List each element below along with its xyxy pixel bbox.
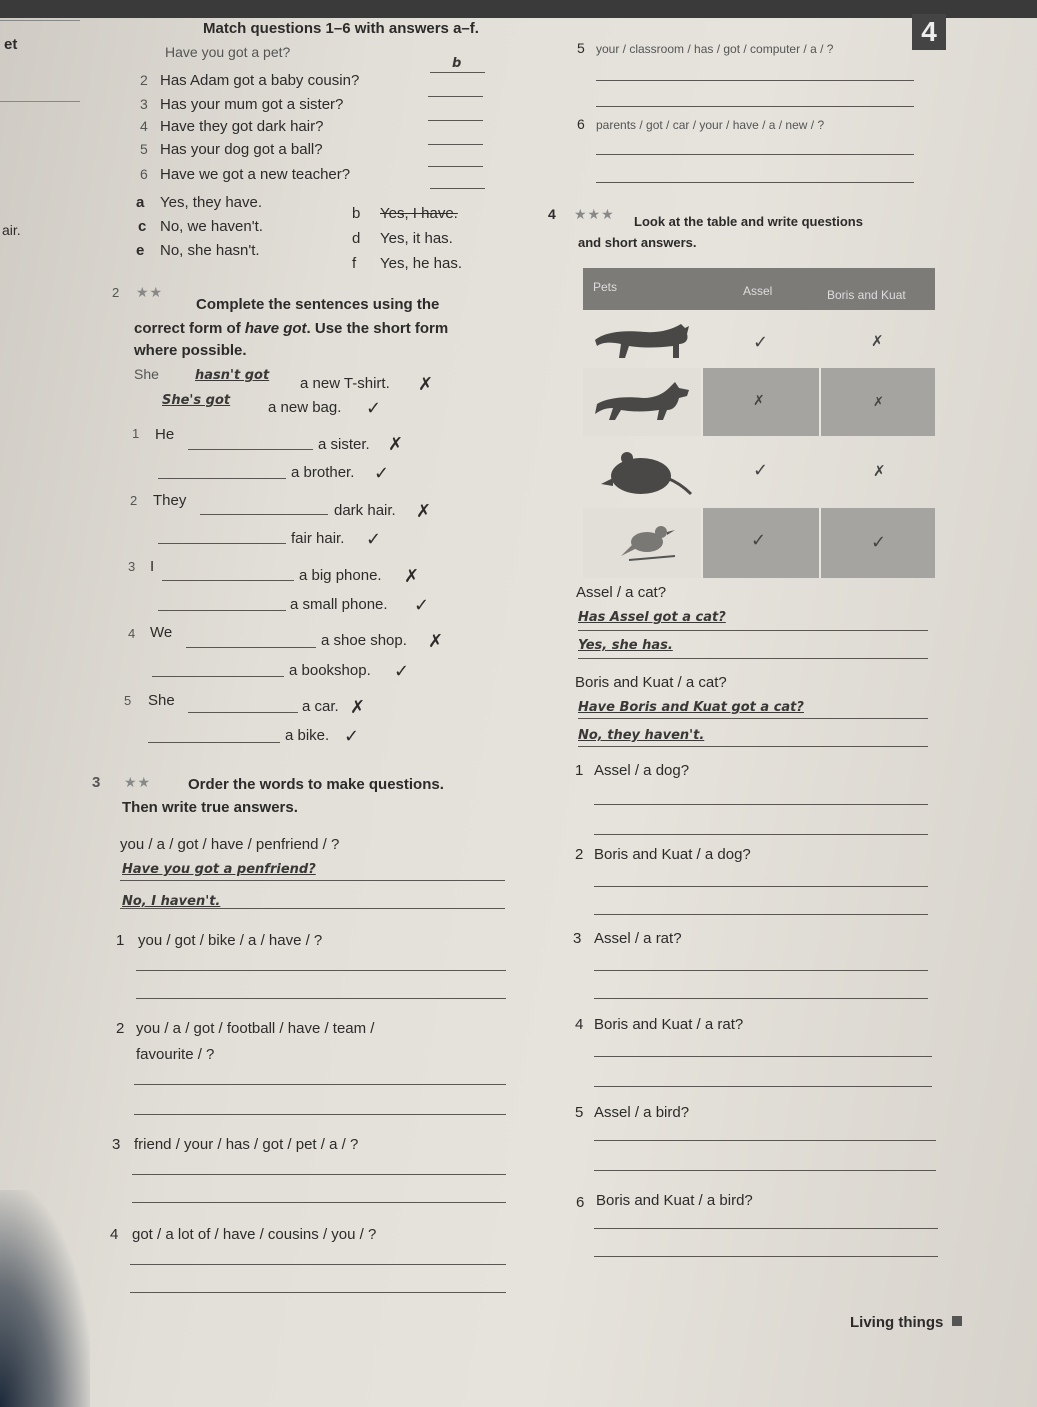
ex2-instruction-2a: correct form of <box>134 320 245 337</box>
cross-mark-icon: ✗ <box>404 566 420 586</box>
ex3-item-words-3: friend / your / has / got / pet / a / ? <box>134 1136 359 1153</box>
cross-mark-icon: ✗ <box>418 374 434 394</box>
check-mark-icon: ✓ <box>366 529 382 549</box>
ex3-item-num-1: 1 <box>116 932 125 949</box>
pets-table <box>583 268 935 578</box>
pets-table-row-bird <box>583 508 935 578</box>
ex4-item-prompt-2: Boris and Kuat / a dog? <box>594 846 751 863</box>
ex1-extra-5: your / classroom / has / got / computer / a / ? <box>596 42 834 56</box>
footer-square-icon <box>952 1316 962 1326</box>
ex2-item-num-2: 2 <box>130 493 138 508</box>
ex2-item-rest-3b: a small phone. <box>290 596 388 613</box>
ex2-instruction-1: Complete the sentences using the <box>196 296 440 313</box>
cat-icon <box>593 322 693 366</box>
ex2-item-subject-5: She <box>148 692 175 709</box>
pets-table-row-dog <box>583 368 935 436</box>
ex2-item-num-1: 1 <box>132 426 140 441</box>
ex1-answer-letter-a: a <box>136 194 145 211</box>
side-fragment-2: air. <box>2 222 21 238</box>
check-mark-icon: ✓ <box>751 530 767 550</box>
ex1-answer-b: Yes, I have. <box>380 205 458 222</box>
ex4-item-prompt-6: Boris and Kuat / a bird? <box>596 1192 753 1209</box>
ex2-instruction-3: where possible. <box>134 342 247 359</box>
ex1-answer-f: Yes, he has. <box>380 255 463 272</box>
ex4-example-answer-1: Yes, she has. <box>578 638 673 653</box>
ex1-answer-1: b <box>452 56 462 71</box>
ex4-item-prompt-4: Boris and Kuat / a rat? <box>594 1016 744 1033</box>
ex1-question-1: Have you got a pet? <box>165 44 291 60</box>
ex4-item-num-5: 5 <box>575 1104 584 1121</box>
ex4-example-question-1: Has Assel got a cat? <box>578 610 726 625</box>
ex3-example-answer: No, I haven't. <box>122 894 221 909</box>
ex2-example-answer-2: She's got <box>162 393 231 408</box>
ex2-item-rest-5a: a car. <box>302 698 339 715</box>
ex4-example-answer-2: No, they haven't. <box>578 728 705 743</box>
finger-shadow <box>0 1190 90 1407</box>
ex2-example-answer-1: hasn't got <box>195 368 270 383</box>
ex3-example-words: you / a / got / have / penfriend / ? <box>120 836 340 853</box>
cross-mark-icon: ✗ <box>873 394 884 409</box>
side-fragment-1: et <box>4 36 18 53</box>
ex2-item-num-4: 4 <box>128 626 136 641</box>
cross-mark-icon: ✗ <box>428 631 444 651</box>
ex2-example-rest-1: a new T-shirt. <box>300 375 390 392</box>
ex1-qnum-2: 2 <box>140 72 148 88</box>
ex4-item-prompt-3: Assel / a rat? <box>594 930 682 947</box>
cross-mark-icon: ✗ <box>871 333 884 350</box>
ex2-example-subject: She <box>134 366 159 382</box>
rat-icon <box>597 448 693 498</box>
ex3-item-num-4: 4 <box>110 1226 119 1243</box>
ex1-qnum-3: 3 <box>140 96 148 112</box>
ex4-example-question-2: Have Boris and Kuat got a cat? <box>578 700 804 715</box>
check-mark-icon: ✓ <box>344 726 360 746</box>
ex4-example-prompt-2: Boris and Kuat / a cat? <box>575 674 727 691</box>
ex4-item-prompt-5: Assel / a bird? <box>594 1104 690 1121</box>
cross-mark-icon: ✗ <box>388 434 404 454</box>
ex1-answer-d: Yes, it has. <box>380 230 453 247</box>
ex2-instruction-2c: . Use the short form <box>306 320 449 337</box>
ex3-item-words-2: you / a / got / football / have / team / <box>136 1020 375 1037</box>
ex2-item-rest-3a: a big phone. <box>299 567 382 584</box>
ex4-item-num-6: 6 <box>576 1194 585 1211</box>
check-mark-icon: ✓ <box>753 460 769 480</box>
check-mark-icon: ✓ <box>871 532 887 552</box>
ex1-question-4: Have they got dark hair? <box>160 118 324 135</box>
ex4-item-num-3: 3 <box>573 930 582 947</box>
ex3-instruction-2: Then write true answers. <box>122 799 298 816</box>
bird-icon <box>619 516 679 566</box>
ex2-item-rest-5b: a bike. <box>285 727 330 744</box>
cross-mark-icon: ✗ <box>753 392 765 408</box>
cross-mark-icon: ✗ <box>350 697 366 717</box>
ex2-item-rest-2b: fair hair. <box>291 530 345 547</box>
ex2-item-rest-1a: a sister. <box>318 436 370 453</box>
ex1-answer-letter-e: e <box>136 242 145 259</box>
ex1-answer-e: No, she hasn't. <box>160 242 260 259</box>
ex3-item-words-4: got / a lot of / have / cousins / you / ? <box>132 1226 377 1243</box>
ex4-number: 4 <box>548 206 556 222</box>
ex2-item-rest-4b: a bookshop. <box>289 662 371 679</box>
ex3-item-words-1: you / got / bike / a / have / ? <box>138 932 323 949</box>
ex4-item-num-1: 1 <box>575 762 584 779</box>
ex2-number: 2 <box>112 285 120 300</box>
ex1-extra-num-6: 6 <box>577 116 585 132</box>
ex1-qnum-5: 5 <box>140 141 148 157</box>
cross-mark-icon: ✗ <box>873 463 886 480</box>
ex3-stars: ★★ <box>124 774 152 790</box>
ex1-question-5: Has your dog got a ball? <box>160 141 323 158</box>
ex3-instruction-1: Order the words to make questions. <box>188 776 444 793</box>
ex2-item-num-5: 5 <box>124 693 132 708</box>
pets-table-row-rat <box>583 440 935 508</box>
ex4-instruction-2: and short answers. <box>578 235 697 250</box>
ex1-qnum-4: 4 <box>140 118 148 134</box>
pets-table-header <box>583 268 935 310</box>
ex3-example-question: Have you got a penfriend? <box>122 862 316 877</box>
ex2-item-rest-1b: a brother. <box>291 464 355 481</box>
pets-table-header-boris-kuat: Boris and Kuat <box>827 288 906 302</box>
ex2-item-num-3: 3 <box>128 559 136 574</box>
ex2-item-rest-4a: a shoe shop. <box>321 632 407 649</box>
footer-text: Living things <box>850 1314 944 1331</box>
ex1-title: Match questions 1–6 with answers a–f. <box>203 20 479 37</box>
ex1-answer-letter-d: d <box>352 230 361 247</box>
pets-table-header-assel: Assel <box>743 284 773 298</box>
ex4-item-prompt-1: Assel / a dog? <box>594 762 690 779</box>
ex2-instruction-2b: have got <box>244 320 307 337</box>
previous-page-edge <box>0 20 80 102</box>
ex4-instruction-1: Look at the table and write questions <box>634 214 863 229</box>
check-mark-icon: ✓ <box>394 661 410 681</box>
ex1-answer-letter-f: f <box>352 255 357 272</box>
ex1-qnum-6: 6 <box>140 166 148 182</box>
ex3-item-words-2b: favourite / ? <box>136 1046 215 1063</box>
ex3-item-num-2: 2 <box>116 1020 125 1037</box>
ex1-extra-num-5: 5 <box>577 40 585 56</box>
ex2-item-rest-2a: dark hair. <box>334 502 396 519</box>
ex4-stars: ★★★ <box>574 206 615 222</box>
check-mark-icon: ✓ <box>366 398 382 418</box>
ex1-answer-a: Yes, they have. <box>160 194 263 211</box>
ex1-question-2: Has Adam got a baby cousin? <box>160 72 360 89</box>
ex2-item-subject-3: I <box>150 558 155 575</box>
ex2-item-subject-4: We <box>150 624 173 641</box>
ex3-item-num-3: 3 <box>112 1136 121 1153</box>
ex2-item-subject-2: They <box>153 492 187 509</box>
ex1-answer-letter-c: c <box>138 218 147 235</box>
cross-mark-icon: ✗ <box>416 501 432 521</box>
ex4-item-num-2: 2 <box>575 846 584 863</box>
ex1-question-3: Has your mum got a sister? <box>160 96 344 113</box>
ex2-example-rest-2: a new bag. <box>268 399 342 416</box>
top-band <box>0 0 1037 18</box>
ex2-item-subject-1: He <box>155 426 175 443</box>
ex2-stars: ★★ <box>136 284 164 300</box>
pets-table-header-pets: Pets <box>593 280 618 294</box>
check-mark-icon: ✓ <box>753 332 769 352</box>
ex1-extra-6: parents / got / car / your / have / a / new / ? <box>596 118 825 132</box>
ex4-item-num-4: 4 <box>575 1016 584 1033</box>
check-mark-icon: ✓ <box>414 595 430 615</box>
page-number: 4 <box>912 14 946 50</box>
check-mark-icon: ✓ <box>374 463 390 483</box>
ex4-example-prompt-1: Assel / a cat? <box>576 584 667 601</box>
dog-icon <box>593 380 693 424</box>
ex3-number: 3 <box>92 774 101 791</box>
ex1-question-6: Have we got a new teacher? <box>160 166 351 183</box>
ex1-answer-letter-b: b <box>352 205 361 222</box>
ex1-answer-c: No, we haven't. <box>160 218 263 235</box>
